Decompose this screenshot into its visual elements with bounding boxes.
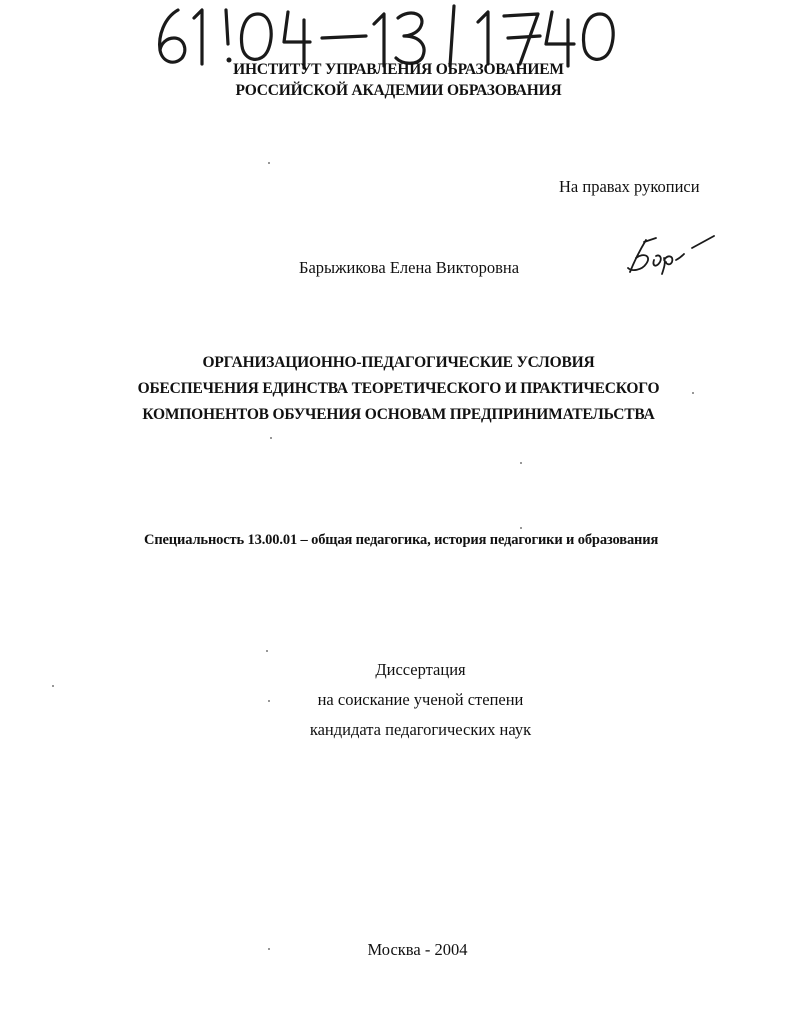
city-year: Москва - 2004 — [367, 940, 468, 959]
title-line-1: ОРГАНИЗАЦИОННО-ПЕДАГОГИЧЕСКИЕ УСЛОВИЯ — [202, 354, 595, 371]
specialty: Специальность 13.00.01 – общая педагогика, история педагогики и образования — [144, 532, 659, 548]
scan-speck — [268, 700, 270, 702]
scan-speck — [270, 437, 272, 439]
manuscript-rights: На правах рукописи — [559, 177, 700, 196]
degree-line-1: Диссертация — [375, 660, 466, 679]
scan-speck — [52, 685, 54, 687]
scan-speck — [520, 527, 522, 529]
author-signature — [622, 232, 718, 280]
institute-line-1: ИНСТИТУТ УПРАВЛЕНИЯ ОБРАЗОВАНИЕМ — [233, 61, 564, 78]
scan-speck — [268, 948, 270, 950]
institute-line-2: РОССИЙСКОЙ АКАДЕМИИ ОБРАЗОВАНИЯ — [235, 82, 562, 99]
degree-line-3: кандидата педагогических наук — [309, 720, 532, 739]
title-line-3: КОМПОНЕНТОВ ОБУЧЕНИЯ ОСНОВАМ ПРЕДПРИНИМАТЕЛЬСТВА — [142, 406, 655, 423]
scan-speck — [266, 650, 268, 652]
degree-line-2: на соискание ученой степени — [317, 690, 524, 709]
archive-number-handwriting — [148, 2, 628, 70]
scan-speck — [692, 392, 694, 394]
title-line-2: ОБЕСПЕЧЕНИЯ ЕДИНСТВА ТЕОРЕТИЧЕСКОГО И ПРАКТИЧЕСКОГО — [137, 380, 660, 397]
scan-speck — [520, 462, 522, 464]
author-name: Барыжикова Елена Викторовна — [299, 258, 520, 277]
scan-speck — [268, 162, 270, 164]
